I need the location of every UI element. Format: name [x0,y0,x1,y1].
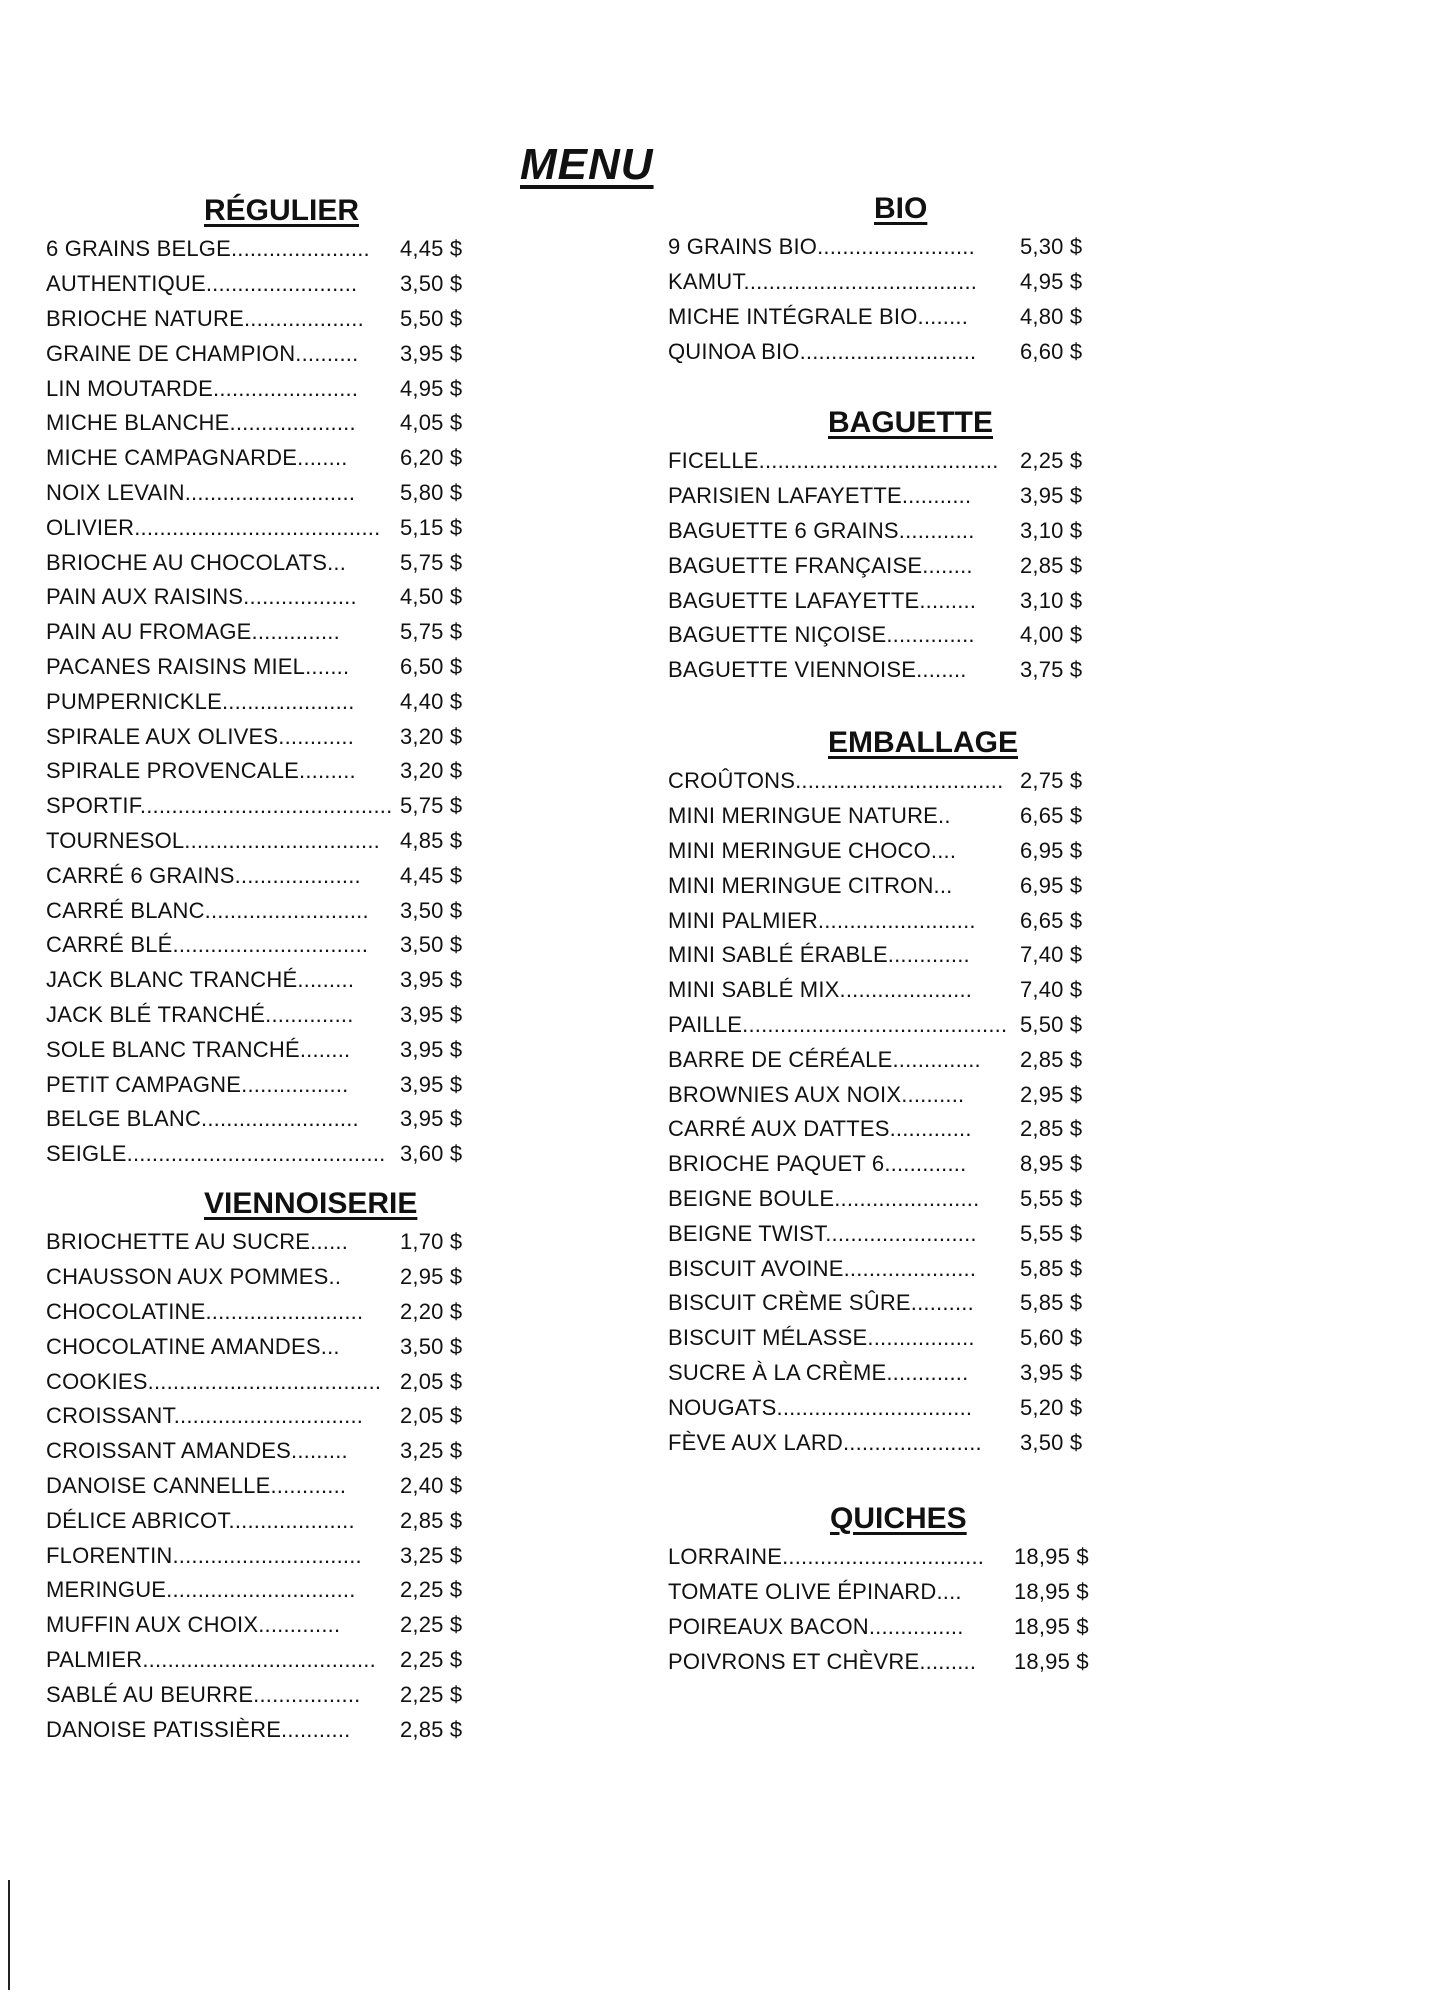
item-price: 3,60 $ [400,1141,463,1167]
menu-item [46,824,486,859]
item-name: OLIVIER....................................... [46,514,381,540]
item-price: 8,95 $ [1020,1151,1083,1177]
item-price: 2,25 $ [1020,448,1083,474]
item-name: BAGUETTE NIÇOISE.............. [668,622,975,648]
item-price: 6,95 $ [1020,872,1083,898]
item-name: FÈVE AUX LARD...................... [668,1429,982,1455]
item-price: 4,00 $ [1020,622,1083,648]
menu-item [46,1608,486,1643]
item-price: 5,50 $ [1020,1011,1083,1037]
menu-item [668,1077,1108,1112]
item-name: MICHE BLANCHE.................... [46,410,356,436]
item-name: BRIOCHETTE AU SUCRE...... [46,1229,349,1255]
menu-item [668,834,1108,869]
item-name: BRIOCHE PAQUET 6............. [668,1151,967,1177]
menu-item [668,618,1108,653]
item-price: 5,55 $ [1020,1220,1083,1246]
menu-item [46,1677,486,1712]
section-heading: BIO [874,192,928,225]
item-price: 6,20 $ [400,445,463,471]
menu-item [46,1503,486,1538]
item-price: 3,50 $ [1020,1429,1083,1455]
item-name: MINI MERINGUE CHOCO.... [668,837,957,863]
menu-item [668,300,1108,335]
item-price: 3,75 $ [1020,657,1083,683]
scan-edge-mark [8,1880,10,1990]
item-name: LORRAINE................................ [668,1544,985,1570]
item-name: MUFFIN AUX CHOIX............. [46,1612,341,1638]
item-name: CHAUSSON AUX POMMES.. [46,1264,342,1290]
item-price: 2,85 $ [400,1507,463,1533]
menu-item [668,1390,1108,1425]
item-price: 2,85 $ [1020,1116,1083,1142]
item-name: BISCUIT CRÈME SÛRE.......... [668,1290,974,1316]
item-name: CHOCOLATINE......................... [46,1298,364,1324]
item-price: 18,95 $ [1014,1613,1089,1639]
menu-item [46,580,486,615]
item-name: PAIN AUX RAISINS.................. [46,584,357,610]
menu-item [46,684,486,719]
item-name: SABLÉ AU BEURRE................. [46,1681,361,1707]
item-name: MINI SABLÉ MIX..................... [668,977,973,1003]
item-price: 4,80 $ [1020,303,1083,329]
menu-item [668,548,1108,583]
item-name: BEIGNE TWIST........................ [668,1220,977,1246]
menu-item [668,1182,1108,1217]
item-price: 4,95 $ [1020,269,1083,295]
item-price: 18,95 $ [1014,1579,1089,1605]
item-price: 5,15 $ [400,514,463,540]
item-price: 3,95 $ [400,1036,463,1062]
item-name: FLORENTIN.............................. [46,1542,362,1568]
item-name: SUCRE À LA CRÈME............. [668,1359,969,1385]
menu-item [46,615,486,650]
item-name: PUMPERNICKLE..................... [46,688,355,714]
menu-item [668,514,1108,549]
item-list [668,1540,1108,1679]
item-name: NOUGATS............................... [668,1394,973,1420]
item-price: 4,50 $ [400,584,463,610]
menu-item [668,1112,1108,1147]
item-name: BAGUETTE VIENNOISE........ [668,657,967,683]
menu-item [668,479,1108,514]
item-name: SPIRALE AUX OLIVES............ [46,723,355,749]
section-heading: QUICHES [830,1502,967,1535]
menu-item [668,1042,1108,1077]
item-name: BELGE BLANC......................... [46,1106,359,1132]
menu-item [46,267,486,302]
item-price: 7,40 $ [1020,942,1083,968]
item-price: 3,95 $ [400,1071,463,1097]
menu-item [668,1251,1108,1286]
item-price: 4,45 $ [400,862,463,888]
menu-item [668,653,1108,688]
item-price: 6,95 $ [1020,837,1083,863]
menu-item [668,973,1108,1008]
menu-item [46,754,486,789]
item-name: TOMATE OLIVE ÉPINARD.... [668,1579,962,1605]
menu-title: MENU [520,140,654,189]
menu-item [46,441,486,476]
item-price: 5,30 $ [1020,234,1083,260]
item-name: BRIOCHE NATURE................... [46,305,364,331]
item-name: PETIT CAMPAGNE................. [46,1071,349,1097]
menu-item [46,858,486,893]
menu-item [668,1575,1108,1610]
menu-item [668,764,1108,799]
item-price: 3,20 $ [400,723,463,749]
item-price: 2,95 $ [1020,1081,1083,1107]
item-price: 3,95 $ [1020,483,1083,509]
item-name: CARRÉ BLÉ............................... [46,932,369,958]
menu-item [668,265,1108,300]
item-price: 3,95 $ [400,340,463,366]
item-price: 4,45 $ [400,236,463,262]
item-price: 18,95 $ [1014,1544,1089,1570]
item-price: 2,25 $ [400,1577,463,1603]
item-name: QUINOA BIO............................ [668,338,977,364]
item-price: 2,85 $ [1020,552,1083,578]
menu-item [668,444,1108,479]
menu-item [46,1434,486,1469]
item-name: SEIGLE......................................... [46,1141,386,1167]
menu-item [46,719,486,754]
section-heading: BAGUETTE [828,406,993,439]
item-price: 3,50 $ [400,932,463,958]
menu-item [46,893,486,928]
item-price: 2,05 $ [400,1368,463,1394]
item-name: BROWNIES AUX NOIX.......... [668,1081,965,1107]
menu-item [46,406,486,441]
menu-item [668,903,1108,938]
item-name: POIVRONS ET CHÈVRE......... [668,1648,977,1674]
menu-item [46,1102,486,1137]
item-name: BAGUETTE 6 GRAINS............ [668,517,975,543]
menu-item [668,1216,1108,1251]
menu-item [668,1540,1108,1575]
item-name: MICHE INTÉGRALE BIO........ [668,303,969,329]
menu-item [668,334,1108,369]
item-name: CROISSANT AMANDES......... [46,1438,348,1464]
item-price: 5,75 $ [400,793,463,819]
item-price: 5,50 $ [400,305,463,331]
menu-item [46,963,486,998]
menu-item [46,510,486,545]
item-name: AUTHENTIQUE........................ [46,271,358,297]
item-name: BRIOCHE AU CHOCOLATS... [46,549,347,575]
menu-item [668,1610,1108,1645]
item-list [46,1225,486,1747]
item-price: 6,60 $ [1020,338,1083,364]
item-name: MINI MERINGUE CITRON... [668,872,953,898]
item-name: DÉLICE ABRICOT.................... [46,1507,355,1533]
menu-item [46,1469,486,1504]
section-heading: EMBALLAGE [828,726,1018,759]
item-name: FICELLE...................................... [668,448,999,474]
menu-item [668,583,1108,618]
item-name: CROISSANT.............................. [46,1403,364,1429]
menu-item [46,998,486,1033]
item-price: 5,80 $ [400,479,463,505]
item-price: 2,25 $ [400,1681,463,1707]
menu-item [46,1573,486,1608]
item-price: 3,95 $ [400,967,463,993]
section-heading: RÉGULIER [204,194,360,227]
menu-item [46,1137,486,1172]
item-price: 2,20 $ [400,1298,463,1324]
item-name: MINI PALMIER......................... [668,907,976,933]
item-price: 5,60 $ [1020,1325,1083,1351]
item-price: 2,25 $ [400,1612,463,1638]
item-name: NOIX LEVAIN........................... [46,479,356,505]
menu-item [46,302,486,337]
menu-item [46,1067,486,1102]
item-name: COOKIES..................................... [46,1368,382,1394]
menu-item [668,230,1108,265]
item-price: 2,85 $ [1020,1046,1083,1072]
menu-item [668,1286,1108,1321]
item-price: 3,20 $ [400,758,463,784]
menu-item [668,1321,1108,1356]
item-name: DANOISE CANNELLE............ [46,1472,347,1498]
item-list [668,230,1108,369]
item-name: PAIN AU FROMAGE.............. [46,619,340,645]
menu-item [668,1008,1108,1043]
item-name: BARRE DE CÉRÉALE.............. [668,1046,981,1072]
item-name: PARISIEN LAFAYETTE........... [668,483,972,509]
menu-item [668,799,1108,834]
item-name: TOURNESOL............................... [46,827,380,853]
item-price: 6,65 $ [1020,803,1083,829]
item-name: MINI SABLÉ ÉRABLE............. [668,942,970,968]
menu-item [668,1356,1108,1391]
item-price: 3,50 $ [400,271,463,297]
item-name: 6 GRAINS BELGE...................... [46,236,370,262]
item-price: 2,25 $ [400,1646,463,1672]
item-name: CARRÉ BLANC.......................... [46,897,369,923]
item-name: CROÛTONS................................. [668,768,1004,794]
menu-item [46,232,486,267]
menu-item [46,789,486,824]
menu-item [668,1425,1108,1460]
item-price: 3,95 $ [400,1001,463,1027]
item-name: KAMUT..................................... [668,269,978,295]
menu-item [46,1032,486,1067]
item-price: 2,75 $ [1020,768,1083,794]
item-name: GRAINE DE CHAMPION.......... [46,340,359,366]
item-name: 9 GRAINS BIO......................... [668,234,975,260]
item-price: 6,50 $ [400,653,463,679]
menu-item [46,476,486,511]
item-price: 2,85 $ [400,1716,463,1742]
item-price: 4,85 $ [400,827,463,853]
item-name: PAILLE.......................................... [668,1011,1008,1037]
item-list [668,764,1108,1460]
menu-item [668,938,1108,973]
item-name: SPIRALE PROVENCALE......... [46,758,356,784]
item-name: PALMIER..................................... [46,1646,376,1672]
menu-item [46,650,486,685]
menu-item [46,1364,486,1399]
item-price: 3,25 $ [400,1438,463,1464]
item-name: SPORTIF........................................ [46,793,393,819]
item-name: CHOCOLATINE AMANDES... [46,1333,340,1359]
item-price: 5,85 $ [1020,1255,1083,1281]
menu-item [46,1260,486,1295]
item-name: SOLE BLANC TRANCHÉ........ [46,1036,351,1062]
menu-item [46,545,486,580]
item-price: 5,20 $ [1020,1394,1083,1420]
item-price: 3,95 $ [1020,1359,1083,1385]
menu-item [46,336,486,371]
item-name: MINI MERINGUE NATURE.. [668,803,951,829]
menu-item [46,1712,486,1747]
item-name: JACK BLANC TRANCHÉ......... [46,967,355,993]
item-price: 18,95 $ [1014,1648,1089,1674]
menu-item [46,1399,486,1434]
item-name: DANOISE PATISSIÈRE........... [46,1716,351,1742]
menu-item [668,1147,1108,1182]
menu-item [668,868,1108,903]
item-price: 3,10 $ [1020,517,1083,543]
item-price: 4,40 $ [400,688,463,714]
item-name: BAGUETTE LAFAYETTE......... [668,587,977,613]
item-name: BISCUIT MÉLASSE................. [668,1325,975,1351]
item-price: 2,40 $ [400,1472,463,1498]
item-name: LIN MOUTARDE....................... [46,375,359,401]
item-list [46,232,486,1172]
item-name: MERINGUE.............................. [46,1577,356,1603]
item-price: 5,75 $ [400,549,463,575]
menu-item [46,371,486,406]
item-name: BEIGNE BOULE....................... [668,1185,980,1211]
menu-item [46,1225,486,1260]
menu-item [46,1538,486,1573]
item-price: 5,55 $ [1020,1185,1083,1211]
menu-item [46,928,486,963]
item-price: 3,25 $ [400,1542,463,1568]
item-price: 1,70 $ [400,1229,463,1255]
item-price: 6,65 $ [1020,907,1083,933]
item-price: 2,95 $ [400,1264,463,1290]
item-price: 3,50 $ [400,897,463,923]
section-heading: VIENNOISERIE [204,1187,418,1220]
item-name: BAGUETTE FRANÇAISE........ [668,552,973,578]
menu-item [46,1295,486,1330]
item-list [668,444,1108,688]
item-price: 4,95 $ [400,375,463,401]
item-price: 3,50 $ [400,1333,463,1359]
item-name: BISCUIT AVOINE..................... [668,1255,977,1281]
item-price: 5,85 $ [1020,1290,1083,1316]
item-name: PACANES RAISINS MIEL....... [46,653,350,679]
item-name: CARRÉ 6 GRAINS.................... [46,862,361,888]
item-price: 2,05 $ [400,1403,463,1429]
item-price: 7,40 $ [1020,977,1083,1003]
item-price: 3,95 $ [400,1106,463,1132]
item-name: POIREAUX BACON............... [668,1613,964,1639]
item-price: 4,05 $ [400,410,463,436]
item-name: CARRÉ AUX DATTES............. [668,1116,972,1142]
menu-item [46,1329,486,1364]
item-name: MICHE CAMPAGNARDE........ [46,445,348,471]
item-name: JACK BLÉ TRANCHÉ.............. [46,1001,354,1027]
menu-item [46,1643,486,1678]
item-price: 3,10 $ [1020,587,1083,613]
item-price: 5,75 $ [400,619,463,645]
menu-item [668,1644,1108,1679]
